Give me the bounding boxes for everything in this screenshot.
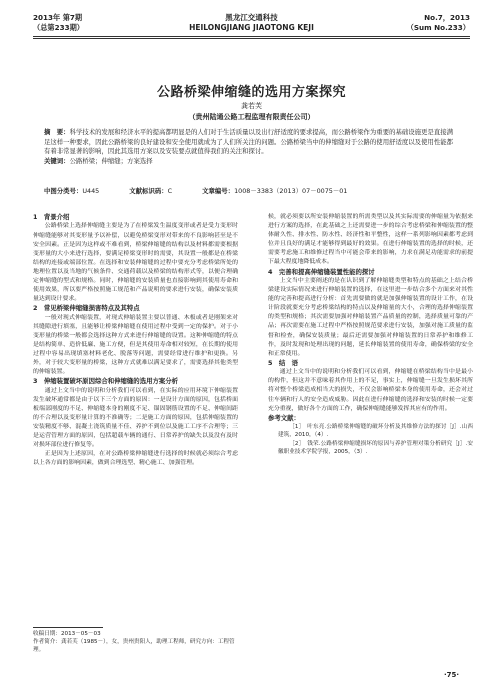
continued-text: 候，就必须要以所安装伸缩装置的所需类型以及其实际需要的伸缩量为依据来进行方案的选择，在此基础之上还需要进一步的综合考虑桥梁和伸缩装置的整体耐久性、排水性、防水性、经济性和平整性，这样一系列影响因素都考虑到位并且良好的满足才能够得到最好的效果。在进行伸缩装置的选择的时候，还需要考虑施工和维修过程当中可能会带来的影响，力求在满足功能需求的前提下最大程度地降低成本。: [268, 214, 473, 266]
reference-item: ［2］ 钱荣.公路桥梁伸缩缝损坏的原因与养护管理对策分析研究［J］.安徽职业技术学院学报，2005，（3）.: [278, 440, 473, 455]
issue-total: （总第233期）: [33, 23, 84, 32]
page-number: ·75·: [443, 671, 459, 679]
section-3-text-2: 正是因为上述原因，在对公路桥梁伸缩缝进行选择的时候就必须综合考虑以上各方面的影响因素，做到合理选型、精心施工、加强管理。: [33, 451, 238, 467]
section-2-title: 2 常见桥梁伸缩缝损害特点及其特点: [33, 304, 140, 313]
article-id: 文章编号：1008－3383（2013）07－0075－01: [202, 187, 348, 195]
keywords-label: 关键词：: [44, 156, 70, 165]
document-code: 文献标识码：C: [129, 187, 173, 195]
issue-sum: （Sum No.233）: [406, 23, 470, 32]
affiliation: （贵州陆通公路工程监理有限责任公司）: [188, 113, 315, 121]
journal-name-en: HEILONGJIANG JIAOTONG KEJI: [189, 23, 314, 32]
journal-name: [33, 13, 470, 33]
abstract-label: 摘 要：: [44, 128, 70, 136]
section-5-text: 通过上文当中的说明和分析我们可以看到，伸缩缝在桥梁结构当中是最小的构件，但这并不意味着其作用上的不足，事实上，伸缩缝一旦发生损坏其所将对整个桥梁造成相当大的损失，不仅会影响桥梁本身的使用寿命，还会对过往车辆和行人的安全造成威胁。因此在进行伸缩缝的选择和安装的时候一定要充分重视，做好各个方面的工作，确保伸缩缝能够发挥其应有的作用。: [268, 369, 473, 412]
section-2-text: 一般对现式伸缩装置，对现式伸缩装置主要以普通、木板或者是刚架来对其缝隙进行填塞，且能够让桥梁伸缩缝在使用过程中受到一定的保护。对于小变形量的桥梁一般都会选择这种方式来进行伸缩缝的设置。这种伸缩缝的特点是结构简单、造价低廉、施工方便，但是其使用寿命相对较短，在长期的使用过程中容易出现填塞材料老化、脱落等问题，需要经常进行维护和更换。另外，对于较大变形量的桥梁，这种方式就难以满足要求了，需要选择其他类型的伸缩装置。: [33, 314, 238, 376]
reference-item: ［1］ 叶东亮.公路桥梁伸缩缝的破坏分析及其维修方法的探讨［J］.山西建筑，2010，（4）.: [278, 424, 473, 439]
header-rule-thin: [33, 38, 470, 39]
section-4-title: 4 完善和提高伸缩缝装置性能的探讨: [268, 267, 375, 276]
abstract-text: 科学技术的发展和经济水平的提高都明显是的人们对于生活质量以及出行舒适度的要求提高，而公路桥梁作为重要的基础设施更是直接满足这样一种要求，因此公路桥梁的良好建设和安全使用就成为了人们所关注的问题。公路桥梁当中的伸缩缝对于公路的使用舒适度以及使用性能都有着非常显著的影响，因此其选用方案以及安装要点就值得我们的关注和探讨。: [44, 128, 453, 156]
paper-title: 公路桥梁伸缩缝的选用方案探究: [156, 85, 346, 100]
received-date: 收稿日期：2013－05－03: [33, 631, 101, 637]
keywords-text: 公路桥梁；伸缩缝；方案选择: [69, 156, 153, 165]
journal-header: [33, 13, 470, 37]
author-bio: 作者简介：龚若芙（1985－），女，贵州贵阳人，助理工程师，研究方向：工程管理。: [33, 639, 235, 653]
right-column: [268, 213, 473, 456]
section-3-text: 通过上文当中的说明和分析我们可以看到，在实际的应用环境下伸缩装置发生破坏通常都是由于以下三个方面的原因：一是设计方面的原因，包括桥面板端部刚度的不足、伸缩缝本身的刚度不足、锚固钢筋设置的不足、伸缩间距的不合理以及变形量计算的不准确等；二是施工方面的原因，包括伸缩装置的安装精度不够、混凝土浇筑质量不佳、养护不到位以及施工工序不合理等；三是运营管理方面的原因，包括超载车辆的通行、日常养护的缺失以及没有及时对损坏部位进行修复等。: [33, 387, 238, 449]
section-4-text: 上文当中主要阐述的是在认识到了解伸缩缝类型和特点的基础之上结合桥梁建设实际情况来进行伸缩装置的选择，在这里进一步结合多个方面来对其性能的完善和提高进行分析：首先需要做的就是加强伸缩装置的设计工作，在设计阶段就要充分考虑桥梁结构的特点以及伸缩量的大小，合理的选择伸缩装置的类型和规格；其次需要加强对伸缩装置产品质量的控制，选择质量可靠的产品；再次需要在施工过程中严格按照规范要求进行安装，加强对施工质量的监督和检查，确保安装质量；最后还需要加强对伸缩装置的日常养护和维修工作，及时发现和处理出现的问题，延长伸缩装置的使用寿命，确保桥梁的安全和正常使用。: [268, 277, 473, 357]
classification-line: [44, 187, 459, 197]
keywords: [44, 157, 459, 167]
abstract: [44, 128, 459, 166]
section-1-title: 1 背景介绍: [33, 213, 70, 221]
section-3-title: 3 伸缩装置破坏原因综合和伸缩缝的选用方案分析: [33, 377, 179, 386]
author: 龚若芙: [241, 102, 262, 110]
left-column: [33, 213, 238, 469]
footnote: [33, 630, 243, 654]
issue-year: 2013年 第7期: [33, 13, 83, 22]
footnote-rule: [33, 627, 103, 628]
references-title: 参考文献：: [268, 413, 300, 422]
issue-info-en: [407, 13, 470, 33]
journal-name-cn: 黑龙江交通科技: [225, 13, 278, 22]
section-1-text: 公路桥梁上选择伸缩缝主要是为了在桥梁发生温度变形或者是受力变形时伸缩缝能够对其变形量予以补偿，以避免桥梁变形对带来的不良影响甚至是不安全因素。正是因为这样或不难看到，桥梁伸缩缝的结构以及材料都需要根据变形量的大小来进行选择，要满足桥梁变形时的需要，其设置一般都是在桥梁结构的连接或端部位置。在选择和安装伸缩缝的过程中要充分考虑桥梁所处的地理位置以及当地的气候条件、交通荷载以及桥梁的结构形式等，以便合理确定伸缩缝的型式和规格。同时，伸缩缝的安装质量也直接影响到其使用寿命和使用效果，所以要严格按照施工规范和产品说明的要求进行安装，确保安装质量达到设计要求。: [33, 223, 238, 303]
clc-number: 中图分类号：U445: [44, 187, 100, 195]
header-rule: [33, 36, 470, 37]
issue-no: No.7，2013: [424, 13, 470, 22]
section-5-title: 5 结 语: [268, 358, 299, 367]
